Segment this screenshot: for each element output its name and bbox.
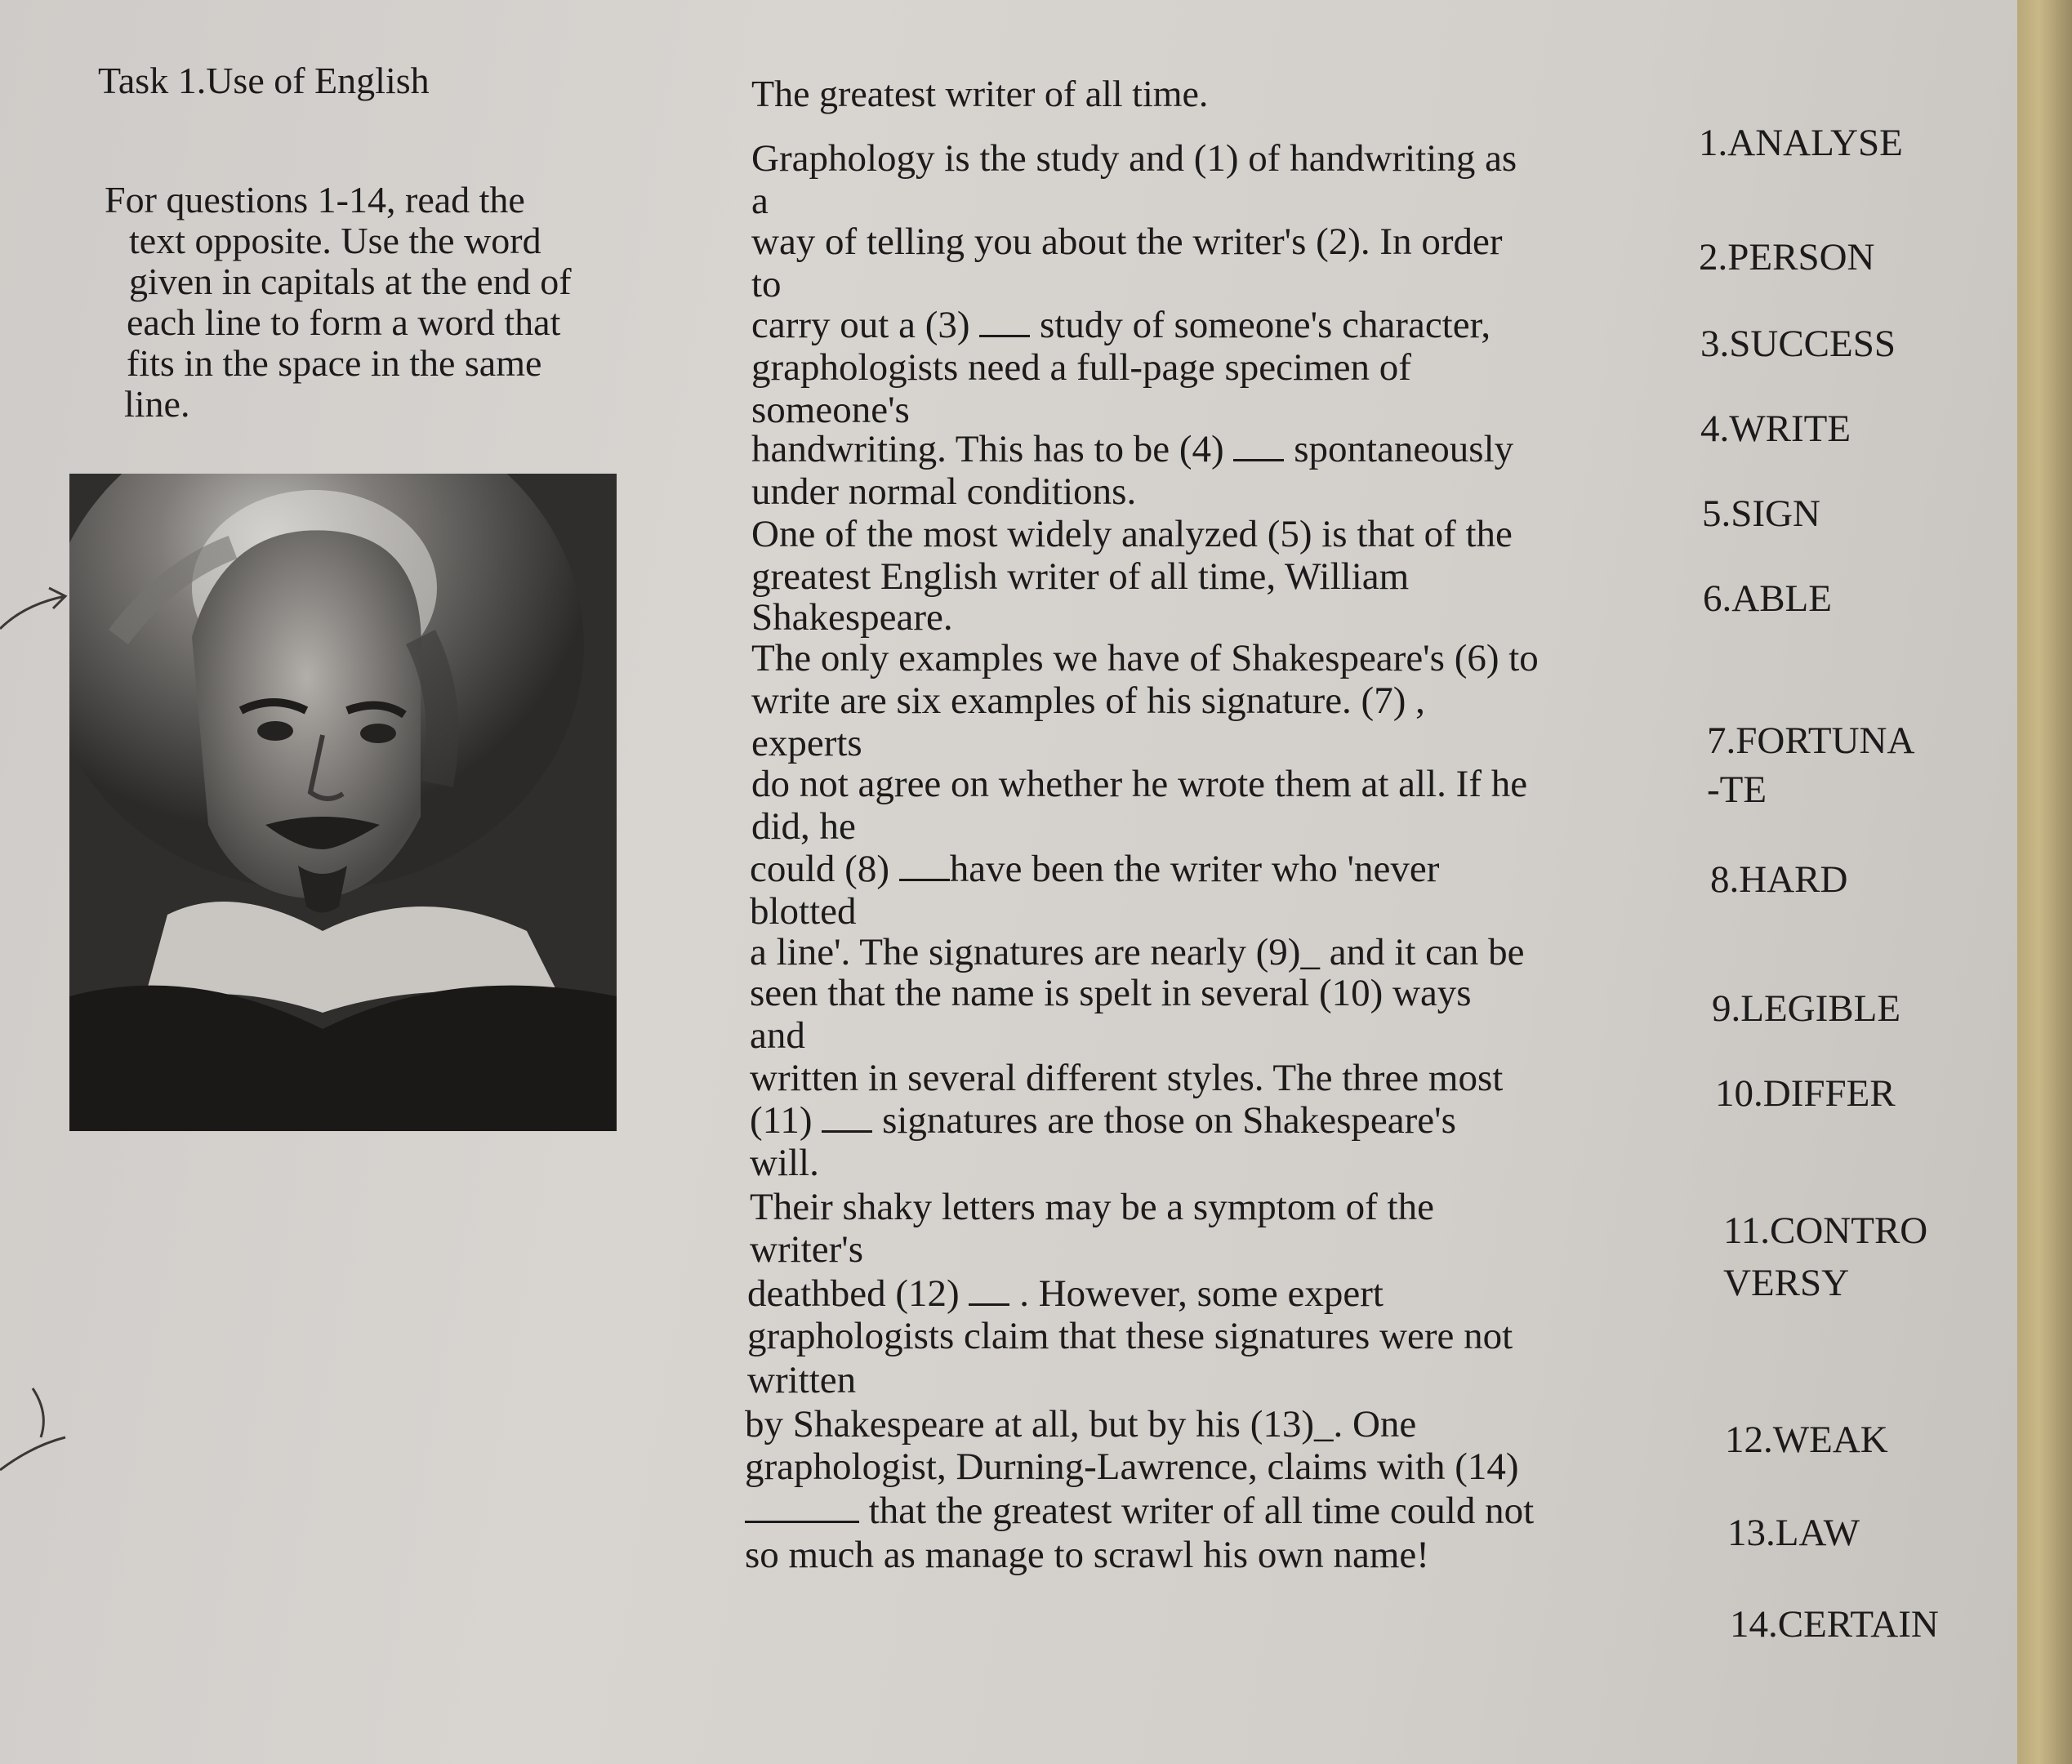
passage-line: experts (751, 722, 862, 764)
passage-line: to (751, 263, 782, 305)
passage-line: will. (750, 1142, 819, 1184)
passage-line: graphologist, Durning-Lawrence, claims with (14) (745, 1446, 1519, 1488)
passage-text: study of someone's character, (1030, 304, 1491, 346)
passage-line: by Shakespeare at all, but by his (13)_. One (745, 1403, 1417, 1446)
answer-blank-4[interactable] (1233, 430, 1284, 461)
instruction-line: given in capitals at the end of (129, 261, 572, 302)
passage-line: Shakespeare. (751, 596, 953, 639)
pencil-mark-icon (0, 572, 74, 637)
passage-text: carry out a (3) (751, 304, 980, 346)
instruction-line: fits in the space in the same (127, 342, 542, 384)
keyword-5: 5.SIGN (1702, 492, 1820, 535)
passage-line: The only examples we have of Shakespeare's (6) to (751, 637, 1539, 679)
passage-line: write are six examples of his signature. (7) , (751, 679, 1425, 722)
passage-line: graphologists need a full-page specimen of (751, 346, 1411, 389)
passage-line (750, 848, 1439, 890)
keyword-13: 13.LAW (1727, 1512, 1860, 1554)
passage-line: and (750, 1014, 805, 1057)
article-title: The greatest writer of all time. (751, 73, 1209, 114)
passage-line: a line'. The signatures are nearly (9)_ and it can be (750, 931, 1525, 973)
passage-line: do not agree on whether he wrote them at all. If he (751, 763, 1528, 805)
passage-line: Their shaky letters may be a symptom of the (750, 1186, 1434, 1228)
keyword-12: 12.WEAK (1725, 1419, 1888, 1461)
passage-line (751, 428, 1513, 470)
passage-line: someone's (751, 389, 910, 431)
passage-text: . However, some expert (1009, 1272, 1384, 1315)
keyword-1: 1.ANALYSE (1699, 122, 1903, 164)
passage-line: written (747, 1359, 857, 1401)
pencil-mark-icon (0, 1380, 82, 1478)
passage-line: blotted (750, 890, 857, 933)
background-surface (2017, 0, 2072, 1764)
passage-line: graphologists claim that these signatures were not (747, 1315, 1513, 1357)
answer-blank-12[interactable] (969, 1274, 1009, 1306)
shakespeare-portrait (69, 474, 617, 1131)
keyword-8: 8.HARD (1710, 858, 1848, 901)
answer-blank-11[interactable] (822, 1101, 872, 1133)
passage-line: Graphology is the study and (1) of handwriting as (751, 137, 1517, 180)
keyword-11: 11.CONTRO (1723, 1209, 1928, 1252)
keyword-10: 10.DIFFER (1715, 1072, 1896, 1115)
instruction-line: text opposite. Use the word (129, 220, 541, 261)
passage-text: could (8) (750, 848, 899, 890)
passage-text: that the greatest writer of all time could not (859, 1490, 1535, 1532)
portrait-illustration (69, 474, 617, 1131)
answer-blank-3[interactable] (979, 305, 1030, 337)
answer-blank-8[interactable] (899, 849, 950, 881)
keyword-4: 4.WRITE (1700, 408, 1851, 450)
passage-text: (11) (750, 1099, 822, 1142)
answer-blank-14[interactable] (745, 1491, 859, 1523)
passage-line: way of telling you about the writer's (2). In order (751, 220, 1503, 263)
passage-line (747, 1272, 1384, 1315)
keyword-3: 3.SUCCESS (1700, 323, 1896, 365)
keyword-9: 9.LEGIBLE (1712, 987, 1901, 1030)
passage-line (751, 304, 1491, 346)
passage-line: seen that the name is spelt in several (10) ways (750, 972, 1472, 1014)
instruction-line: line. (124, 383, 190, 425)
passage-line (745, 1490, 1534, 1532)
keyword-11-cont: VERSY (1723, 1262, 1850, 1304)
passage-line: greatest English writer of all time, William (751, 555, 1410, 598)
passage-line: One of the most widely analyzed (5) is that of the (751, 513, 1513, 555)
instruction-line: each line to form a word that (127, 301, 561, 343)
passage-line: under normal conditions. (751, 470, 1137, 513)
keyword-7-cont: -TE (1707, 768, 1767, 811)
passage-text: spontaneously (1284, 428, 1514, 470)
keyword-2: 2.PERSON (1699, 236, 1875, 278)
passage-text: have been the writer who 'never (949, 848, 1440, 890)
keyword-6: 6.ABLE (1703, 577, 1832, 620)
passage-line: so much as manage to scrawl his own name! (745, 1534, 1429, 1576)
passage-text: signatures are those on Shakespeare's (872, 1099, 1456, 1142)
passage-line: writer's (750, 1228, 863, 1271)
keyword-7: 7.FORTUNA (1707, 719, 1915, 762)
instruction-line: For questions 1-14, read the (105, 179, 525, 220)
passage-text: handwriting. This has to be (4) (751, 428, 1234, 470)
passage-line: written in several different styles. The three most (750, 1057, 1504, 1099)
passage-text: deathbed (12) (747, 1272, 969, 1315)
passage-line: a (751, 180, 769, 222)
passage-line (750, 1099, 1456, 1142)
passage-line: did, he (751, 805, 856, 848)
task-title: Task 1.Use of English (98, 60, 430, 101)
keyword-14: 14.CERTAIN (1730, 1603, 1939, 1646)
